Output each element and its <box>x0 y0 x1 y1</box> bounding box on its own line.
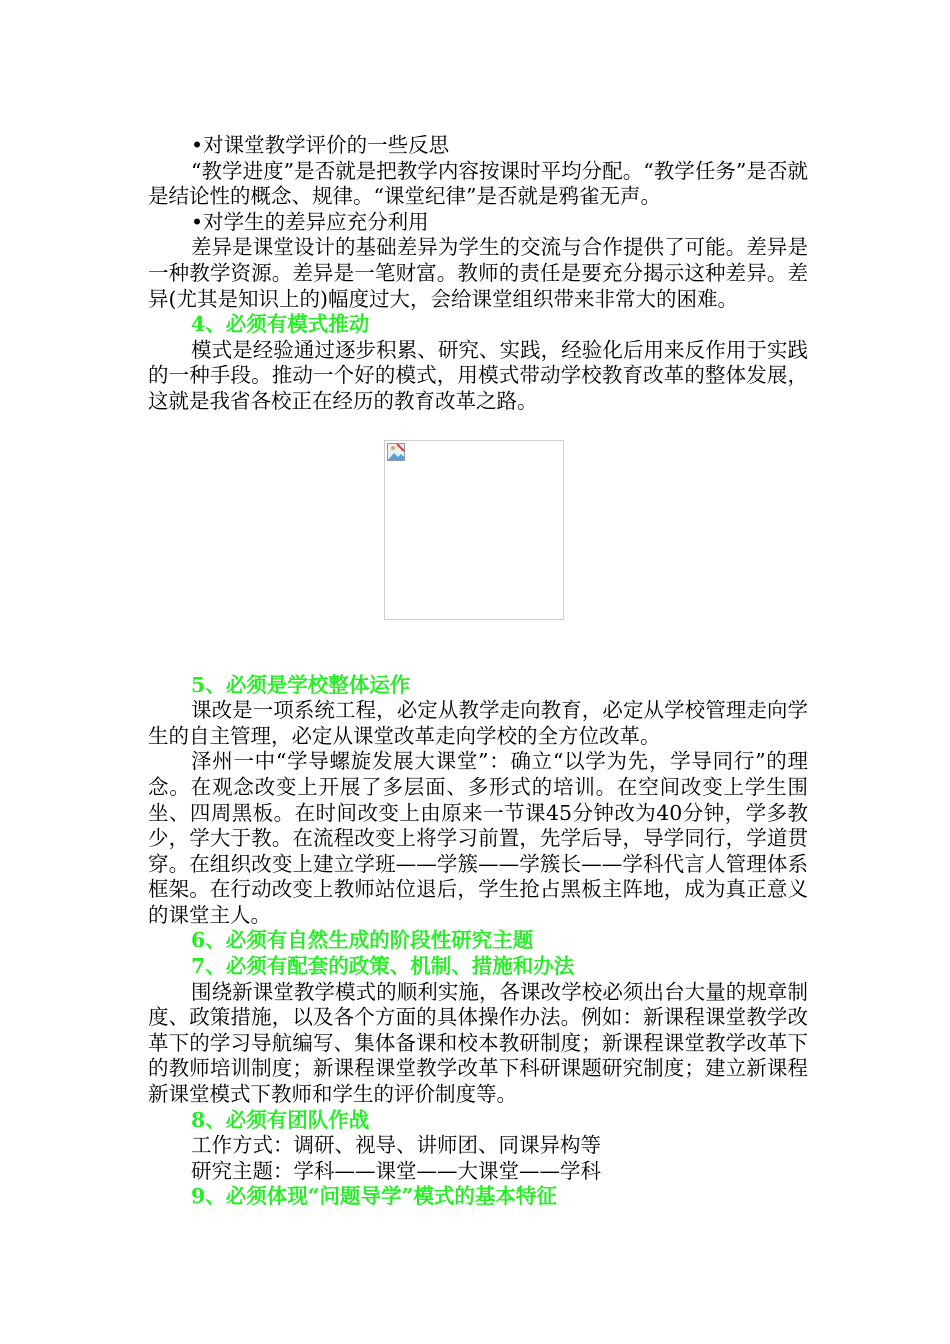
paragraph-differences: 差异是课堂设计的基础差异为学生的交流与合作提供了可能。差异是一种教学资源。差异是一笔财富。教师的责任是要充分揭示这种差异。差异(尤其是知识上的)幅度过大，会给课堂组织带来非常大的困难。 <box>148 235 808 311</box>
heading-section-7: 7、必须有配套的政策、机制、措施和办法 <box>191 954 575 979</box>
paragraph-evaluation-reflection: “教学进度”是否就是把教学内容按课时平均分配。“教学任务”是否就是结论性的概念、规律。“课堂纪律”是否就是鸦雀无声。 <box>148 158 808 209</box>
heading-section-5: 5、必须是学校整体运作 <box>191 672 411 697</box>
paragraph-section-4: 模式是经验通过逐步积累、研究、实践，经验化后用来反作用于实践的一种手段。推动一个好的模式，用模式带动学校教育改革的整体发展，这就是我省各校正在经历的教育改革之路。 <box>148 337 808 413</box>
bullet-classroom-evaluation: •对课堂教学评价的一些反思 <box>191 133 450 157</box>
line-work-methods: 工作方式：调研、视导、讲师团、同课异构等 <box>191 1133 601 1158</box>
paragraph-section-7: 围绕新课堂教学模式的顺利实施，各课改学校必须出台大量的规章制度、政策措施，以及各个方面的具体操作办法。例如：新课程课堂教学改革下的学习导航编写、集体备课和校本教研制度；新课程课堂教学改革下的教师培训制度；新课程课堂教学改革下科研课题研究制度；建立新课程新课堂模式下教师和学生的评价制度等。 <box>148 979 808 1107</box>
heading-section-4: 4、必须有模式推动 <box>191 312 370 337</box>
broken-image-icon <box>387 443 405 461</box>
document-page <box>148 133 808 1210</box>
line-research-topics: 研究主题：学科——课堂——大课堂——学科 <box>191 1158 601 1183</box>
image-placeholder <box>384 440 564 620</box>
heading-section-6: 6、必须有自然生成的阶段性研究主题 <box>191 928 534 953</box>
heading-section-9: 9、必须体现“问题导学”模式的基本特征 <box>191 1184 557 1209</box>
heading-section-8: 8、必须有团队作战 <box>191 1107 370 1132</box>
bullet-student-differences: •对学生的差异应充分利用 <box>191 209 429 234</box>
figure-container <box>148 415 808 673</box>
paragraph-section-5-a: 课改是一项系统工程，必定从教学走向教育，必定从学校管理走向学生的自主管理，必定从课堂改革走向学校的全方位改革。 <box>148 698 808 748</box>
paragraph-section-5-b: 泽州一中“学导螺旋发展大课堂”：确立“以学为先，学导同行”的理念。在观念改变上开展了多层面、多形式的培训。在空间改变上学生围坐、四周黑板。在时间改变上由原来一节课45分钟改为40分钟，学多教少，学大于教。在流程改变上将学习前置，先学后导，导学同行，学道贯穿。在组织改变上建立学班——学簇——学簇长——学科代言人管理体系框架。在行动改变上教师站位退后，学生抢占黑板主阵地，成为真正意义的课堂主人。 <box>148 749 808 927</box>
